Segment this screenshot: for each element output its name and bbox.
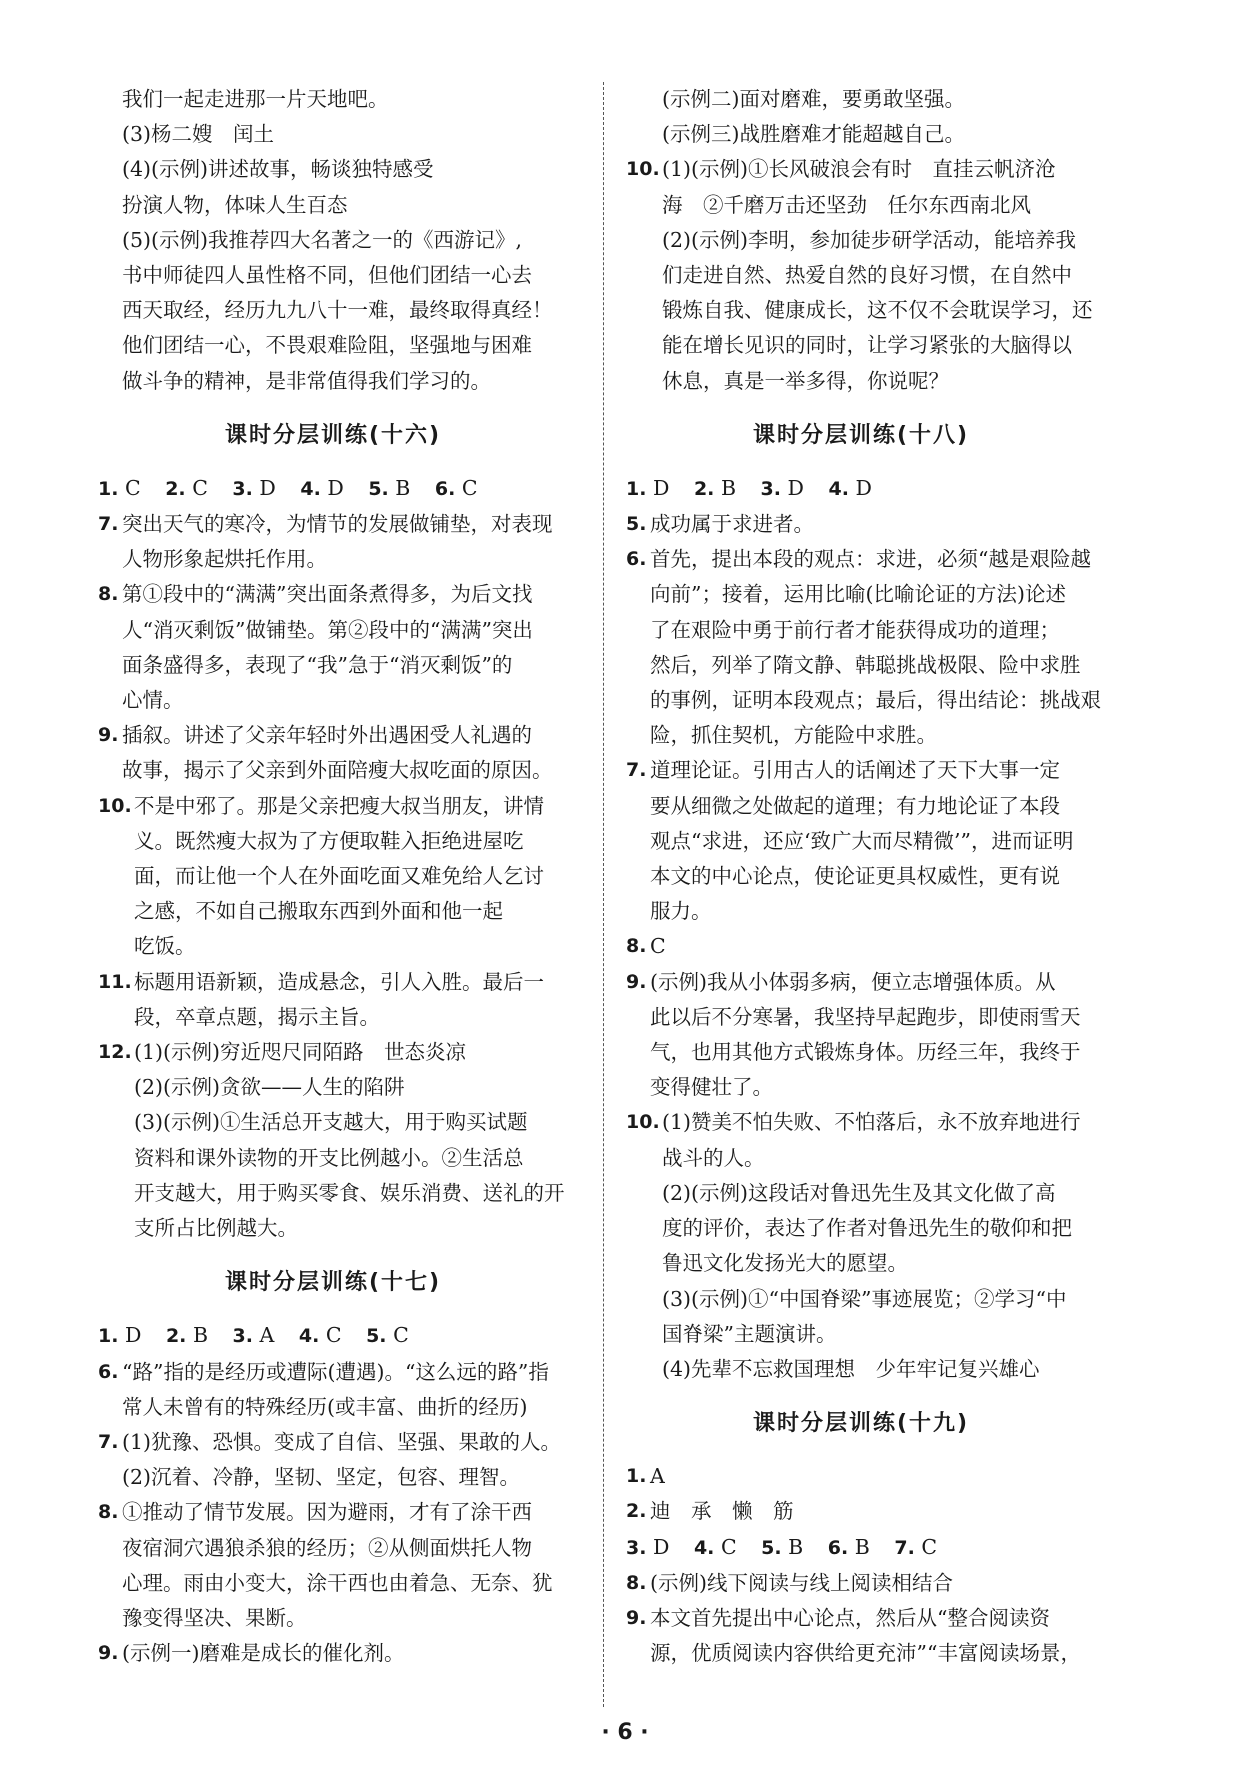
answer-item <box>626 1459 1096 1494</box>
item-number: 8. <box>98 583 119 606</box>
item-number: 1. <box>626 1465 647 1488</box>
answer-line: 吃饭。 <box>134 934 196 959</box>
item-number: 9. <box>626 1606 647 1629</box>
answer-line: 标题用语新颖，造成悬念，引人入胜。最后一 <box>134 969 544 994</box>
answer-item <box>626 507 1096 542</box>
answer-item <box>98 1495 568 1636</box>
text-line: (4)(示例)讲述故事，畅谈独特感受 <box>122 157 434 182</box>
answer-item <box>98 1636 568 1671</box>
item-number: 2. <box>626 1500 647 1523</box>
item-number: 9. <box>626 970 647 993</box>
answer-line: 之感，不如自己搬取东西到外面和他一起 <box>134 899 503 924</box>
answer-line: 海 ②千磨万击还坚劲 任尔东西南北风 <box>662 192 1031 217</box>
text-line: 他们团结一心，不畏艰难险阻，坚强地与困难 <box>122 333 532 358</box>
answer-line: 迪 承 懒 筋 <box>650 1499 794 1524</box>
page-number: · 6 · <box>601 1720 649 1745</box>
answer-item <box>98 789 568 965</box>
answer-line: (2)(示例)贪欲——人生的陷阱 <box>134 1075 405 1100</box>
answer-item <box>98 1425 568 1495</box>
answer-line: 休息，真是一举多得，你说呢？ <box>662 368 949 393</box>
answer-line: 能在增长见识的同时，让学习紧张的大脑得以 <box>662 333 1072 358</box>
text-line: 我们一起走进那一片天地吧。 <box>122 87 389 111</box>
answer-line: 的事例，证明本段观点；最后，得出结论：挑战艰 <box>650 688 1101 713</box>
section-heading: 课时分层训练(十八) <box>752 422 970 448</box>
item-number: 12. <box>98 1041 132 1064</box>
item-number: 5. <box>626 513 647 536</box>
answer-item <box>626 1566 1096 1601</box>
answer-line: 要从细微之处做起的道理；有力地论证了本段 <box>650 793 1060 818</box>
item-number: 9. <box>98 1642 119 1665</box>
answer-line: 不是中邪了。那是父亲把瘦大叔当朋友，讲情 <box>134 793 544 818</box>
answer-line: 度的评价，表达了作者对鲁迅先生的敬仰和把 <box>662 1216 1072 1241</box>
answer-line: (2)(示例)李明，参加徒步研学活动，能培养我 <box>662 227 1077 252</box>
answer-line: 心情。 <box>122 688 184 713</box>
item-number: 10. <box>626 1111 660 1134</box>
answer-line: (1)犹豫、恐惧。变成了自信、坚强、果敢的人。 <box>122 1429 562 1454</box>
answer-line: 道理论证。引用古人的话阐述了天下大事一定 <box>650 758 1060 783</box>
answer-line: 险，抓住契机，方能险中求胜。 <box>650 723 937 748</box>
answer-line: 鲁迅文化发扬光大的愿望。 <box>662 1251 908 1276</box>
text-line: 做斗争的精神，是非常值得我们学习的。 <box>122 368 491 393</box>
answer-item <box>626 152 1096 398</box>
answer-line: (4)先辈不忘救国理想 少年牢记复兴雄心 <box>662 1356 1040 1381</box>
text-line: 书中师徒四人虽性格不同，但他们团结一心去 <box>122 263 532 288</box>
item-number: 8. <box>626 1571 647 1594</box>
answer-item <box>626 1494 1096 1529</box>
answer-line: 面，而让他一个人在外面吃面又难免给人乞讨 <box>134 864 544 889</box>
answer-line: 插叙。讲述了父亲年轻时外出遇困受人礼遇的 <box>122 723 532 748</box>
answer-line: 突出天气的寒冷，为情节的发展做铺垫，对表现 <box>122 512 553 537</box>
item-number: 6. <box>98 1360 119 1383</box>
choice-answers: 1. D 2. B 3. D 4. D <box>626 475 872 500</box>
text-line: 西天取经，经历九九八十一难，最终取得真经！ <box>122 298 553 323</box>
answer-line: 锻炼自我、健康成长，这不仅不会耽误学习，还 <box>662 298 1093 323</box>
answer-line: “路”指的是经历或遭际(遭遇)。“这么远的路”指 <box>122 1359 549 1384</box>
answer-line: 资料和课外读物的开支比例越小。②生活总 <box>134 1145 524 1170</box>
answer-line: ①推动了情节发展。因为避雨，才有了涂干西 <box>122 1500 532 1525</box>
left-column <box>98 82 568 1671</box>
answer-line: 面条盛得多，表现了“我”急于“消灭剩饭”的 <box>122 652 513 677</box>
answer-line: 第①段中的“满满”突出面条煮得多，为后文找 <box>122 582 533 607</box>
item-number: 8. <box>626 935 647 958</box>
answer-line: (3)(示例)①生活总开支越大，用于购买试题 <box>134 1110 528 1135</box>
answer-item <box>626 1105 1096 1387</box>
answer-line: (2)(示例)这段话对鲁迅先生及其文化做了高 <box>662 1180 1056 1205</box>
answer-item <box>98 507 568 577</box>
answer-line: (示例)我从小体弱多病，便立志增强体质。从 <box>650 969 1056 994</box>
section-heading: 课时分层训练(十七) <box>224 1270 442 1296</box>
answer-line: (3)(示例)①“中国脊梁”事迹展览；②学习“中 <box>662 1286 1067 1311</box>
text-line: (示例二)面对磨难，要勇敢坚强。 <box>662 87 965 111</box>
answer-line: 人“消灭剩饭”做铺垫。第②段中的“满满”突出 <box>122 617 533 642</box>
answer-line: 气，也用其他方式锻炼身体。历经三年，我终于 <box>650 1040 1081 1065</box>
answer-line: (示例)线下阅读与线上阅读相结合 <box>650 1570 953 1595</box>
answer-line: 变得健壮了。 <box>650 1075 773 1100</box>
answer-item <box>98 1355 568 1425</box>
answer-line: 服力。 <box>650 899 712 924</box>
answer-line: 战斗的人。 <box>662 1145 765 1170</box>
answer-item <box>98 965 568 1035</box>
answer-line: (1)(示例)①长风破浪会有时 直挂云帆济沧 <box>662 157 1056 182</box>
answer-line: 观点“求进，还应‘致广大而尽精微’”，进而证明 <box>650 828 1074 853</box>
answer-item <box>626 965 1096 1106</box>
answer-line: 豫变得坚决、果断。 <box>122 1605 307 1630</box>
answer-item <box>98 1035 568 1246</box>
answer-line: 故事，揭示了父亲到外面陪瘦大叔吃面的原因。 <box>122 758 553 783</box>
answer-item <box>626 929 1096 964</box>
answer-line: 然后，列举了隋文静、韩聪挑战极限、险中求胜 <box>650 652 1081 677</box>
answer-line: 义。既然瘦大叔为了方便取鞋入拒绝进屋吃 <box>134 828 524 853</box>
answer-line: 向前”；接着，运用比喻(比喻论证的方法)论述 <box>650 582 1066 607</box>
answer-line: 成功属于求进者。 <box>650 512 814 537</box>
answer-line: 支所占比例越大。 <box>134 1216 298 1241</box>
answer-item <box>626 542 1101 753</box>
answer-line: (1)赞美不怕失败、不怕落后，永不放弃地进行 <box>662 1110 1081 1135</box>
answer-item <box>626 1601 1096 1671</box>
item-number: 11. <box>98 970 132 993</box>
answer-line: A <box>650 1464 665 1489</box>
answer-item <box>98 718 568 788</box>
text-line: (3)杨二嫂 闰土 <box>122 122 275 147</box>
right-column <box>626 82 1101 1671</box>
answer-line: 段，卒章点题，揭示主旨。 <box>134 1004 380 1029</box>
text-line: (5)(示例)我推荐四大名著之一的《西游记》, <box>122 227 523 252</box>
answer-line: 本文的中心论点，使论证更具权威性，更有说 <box>650 864 1060 889</box>
choice-answers: 1. D 2. B 3. A 4. C 5. C <box>98 1323 409 1348</box>
answer-line: 首先，提出本段的观点：求进，必须“越是艰险越 <box>650 547 1091 572</box>
answer-line: 心理。雨由小变大，涂干西也由着急、无奈、犹 <box>122 1570 553 1595</box>
item-number: 7. <box>626 759 647 782</box>
answer-line: 本文首先提出中心论点，然后从“整合阅读资 <box>650 1605 1050 1630</box>
item-number: 10. <box>626 158 660 181</box>
answer-line: (2)沉着、冷静，坚韧、坚定，包容、理智。 <box>122 1465 521 1490</box>
column-divider <box>603 82 604 1707</box>
answer-line: 人物形象起烘托作用。 <box>122 547 327 572</box>
text-line: (示例三)战胜磨难才能超越自己。 <box>662 122 965 147</box>
answer-line: C <box>650 934 666 959</box>
section-heading: 课时分层训练(十六) <box>224 422 442 448</box>
answer-item <box>626 753 1096 929</box>
answer-line: 常人未曾有的特殊经历(或丰富、曲折的经历) <box>122 1394 528 1419</box>
answer-item <box>98 577 568 718</box>
answer-line: 了在艰险中勇于前行者才能获得成功的道理； <box>650 617 1060 642</box>
answer-line: 开支越大，用于购买零食、娱乐消费、送礼的开 <box>134 1180 565 1205</box>
item-number: 7. <box>98 1430 119 1453</box>
answer-line: 此以后不分寒暑，我坚持早起跑步，即使雨雪天 <box>650 1004 1081 1029</box>
answer-line: (示例一)磨难是成长的催化剂。 <box>122 1641 405 1666</box>
answer-line: 源，优质阅读内容供给更充沛”“丰富阅读场景， <box>650 1641 1081 1666</box>
section-heading: 课时分层训练(十九) <box>752 1411 970 1437</box>
answer-line: 夜宿洞穴遇狼杀狼的经历；②从侧面烘托人物 <box>122 1535 532 1560</box>
item-number: 6. <box>626 548 647 571</box>
answer-line: 们走进自然、热爱自然的良好习惯，在自然中 <box>662 263 1072 288</box>
item-number: 9. <box>98 724 119 747</box>
choice-answers: 1. C 2. C 3. D 4. D 5. B 6. C <box>98 475 478 500</box>
item-number: 10. <box>98 794 132 817</box>
answer-line: (1)(示例)穷近咫尺同陌路 世态炎凉 <box>134 1040 467 1065</box>
item-number: 8. <box>98 1501 119 1524</box>
item-number: 7. <box>98 513 119 536</box>
text-line: 扮演人物，体味人生百态 <box>122 192 348 217</box>
choice-answers: 3. D 4. C 5. B 6. B 7. C <box>626 1534 938 1559</box>
answer-line: 国脊梁”主题演讲。 <box>662 1321 837 1346</box>
